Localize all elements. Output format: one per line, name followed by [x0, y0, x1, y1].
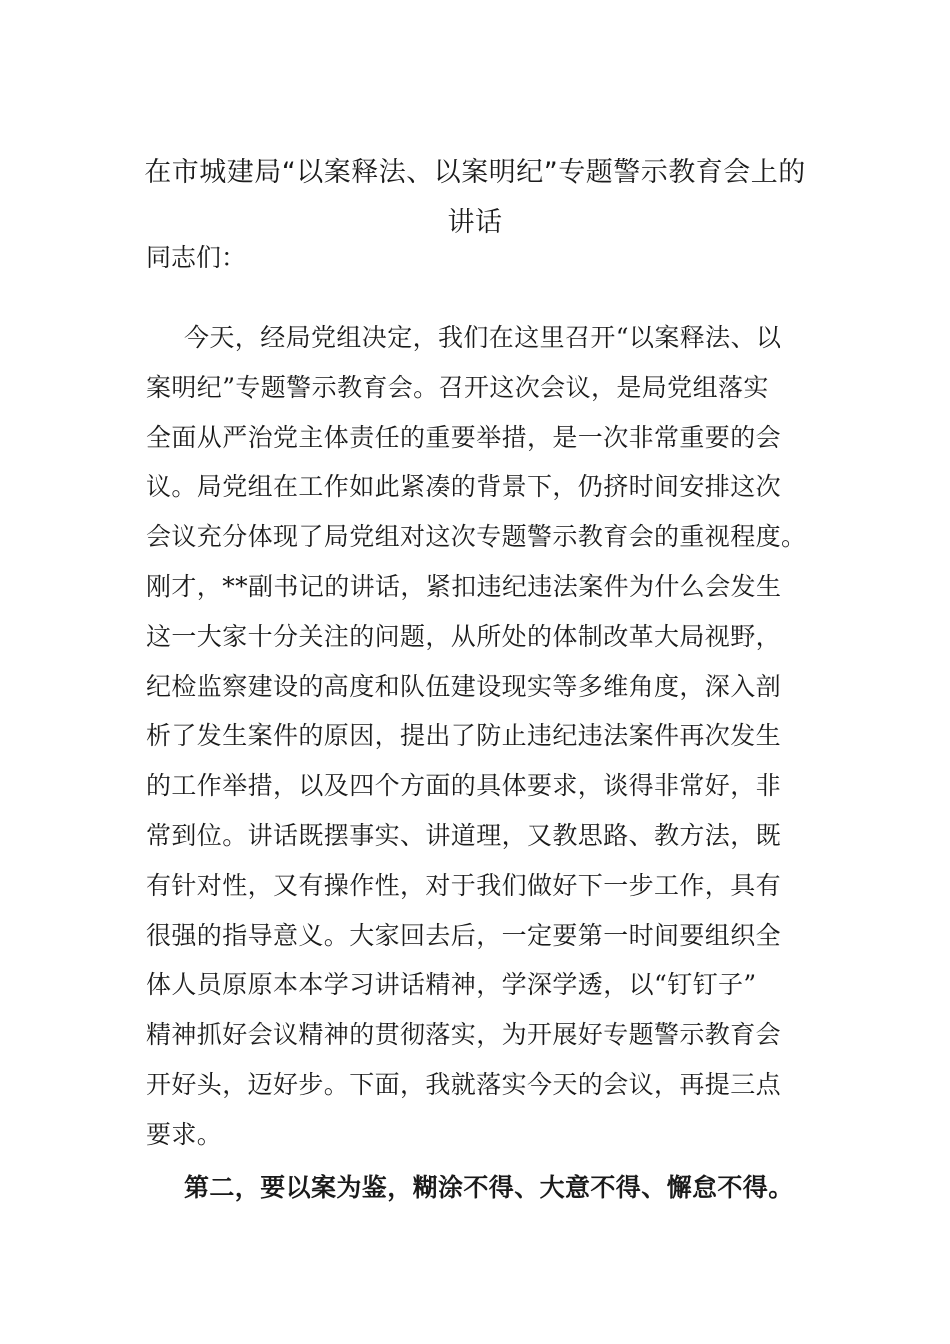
paragraph-line: 要求。 [146, 1119, 223, 1149]
paragraph-line: 常到位。讲话既摆事实、讲道理，又教思路、教方法，既 [146, 820, 782, 850]
paragraph-line: 这一大家十分关注的问题，从所处的体制改革大局视野， [146, 621, 782, 651]
paragraph-line: 开好头，迈好步。下面，我就落实今天的会议，再提三点 [146, 1069, 782, 1099]
paragraph-line: 纪检监察建设的高度和队伍建设现实等多维角度，深入剖 [146, 671, 782, 701]
paragraph-line: 很强的指导意义。大家回去后，一定要第一时间要组织全 [146, 920, 782, 950]
section-heading: 第二，要以案为鉴，糊涂不得、大意不得、懈怠不得。 [184, 1173, 794, 1202]
paragraph-line: 精神抓好会议精神的贯彻落实，为开展好专题警示教育会 [146, 1020, 782, 1050]
paragraph-line: 的工作举措，以及四个方面的具体要求，谈得非常好，非 [146, 771, 782, 801]
paragraph-line: 今天，经局党组决定，我们在这里召开“以案释法、以 [184, 323, 782, 352]
title-line-1: 在市城建局“以案释法、以案明纪”专题警示教育会上的 [144, 157, 806, 188]
paragraph-line: 有针对性，又有操作性，对于我们做好下一步工作，具有 [146, 870, 782, 900]
title-line-2: 讲话 [447, 207, 503, 238]
body-paragraph [146, 318, 806, 1165]
paragraph-line: 析了发生案件的原因，提出了防止违纪违法案件再次发生 [146, 721, 782, 751]
paragraph-line: 刚才，**副书记的讲话，紧扣违纪违法案件为什么会发生 [146, 571, 782, 601]
paragraph-line: 会议充分体现了局党组对这次专题警示教育会的重视程度。 [146, 522, 807, 552]
paragraph-line: 体人员原原本本学习讲话精神，学深学透，以“钉钉子” [146, 970, 757, 1000]
paragraph-line: 全面从严治党主体责任的重要举措，是一次非常重要的会 [146, 422, 782, 452]
paragraph-line: 案明纪”专题警示教育会。召开这次会议，是局党组落实 [146, 372, 769, 402]
document-title [120, 148, 830, 248]
paragraph-line: 议。局党组在工作如此紧凑的背景下，仍挤时间安排这次 [146, 472, 782, 502]
salutation: 同志们： [146, 243, 247, 272]
